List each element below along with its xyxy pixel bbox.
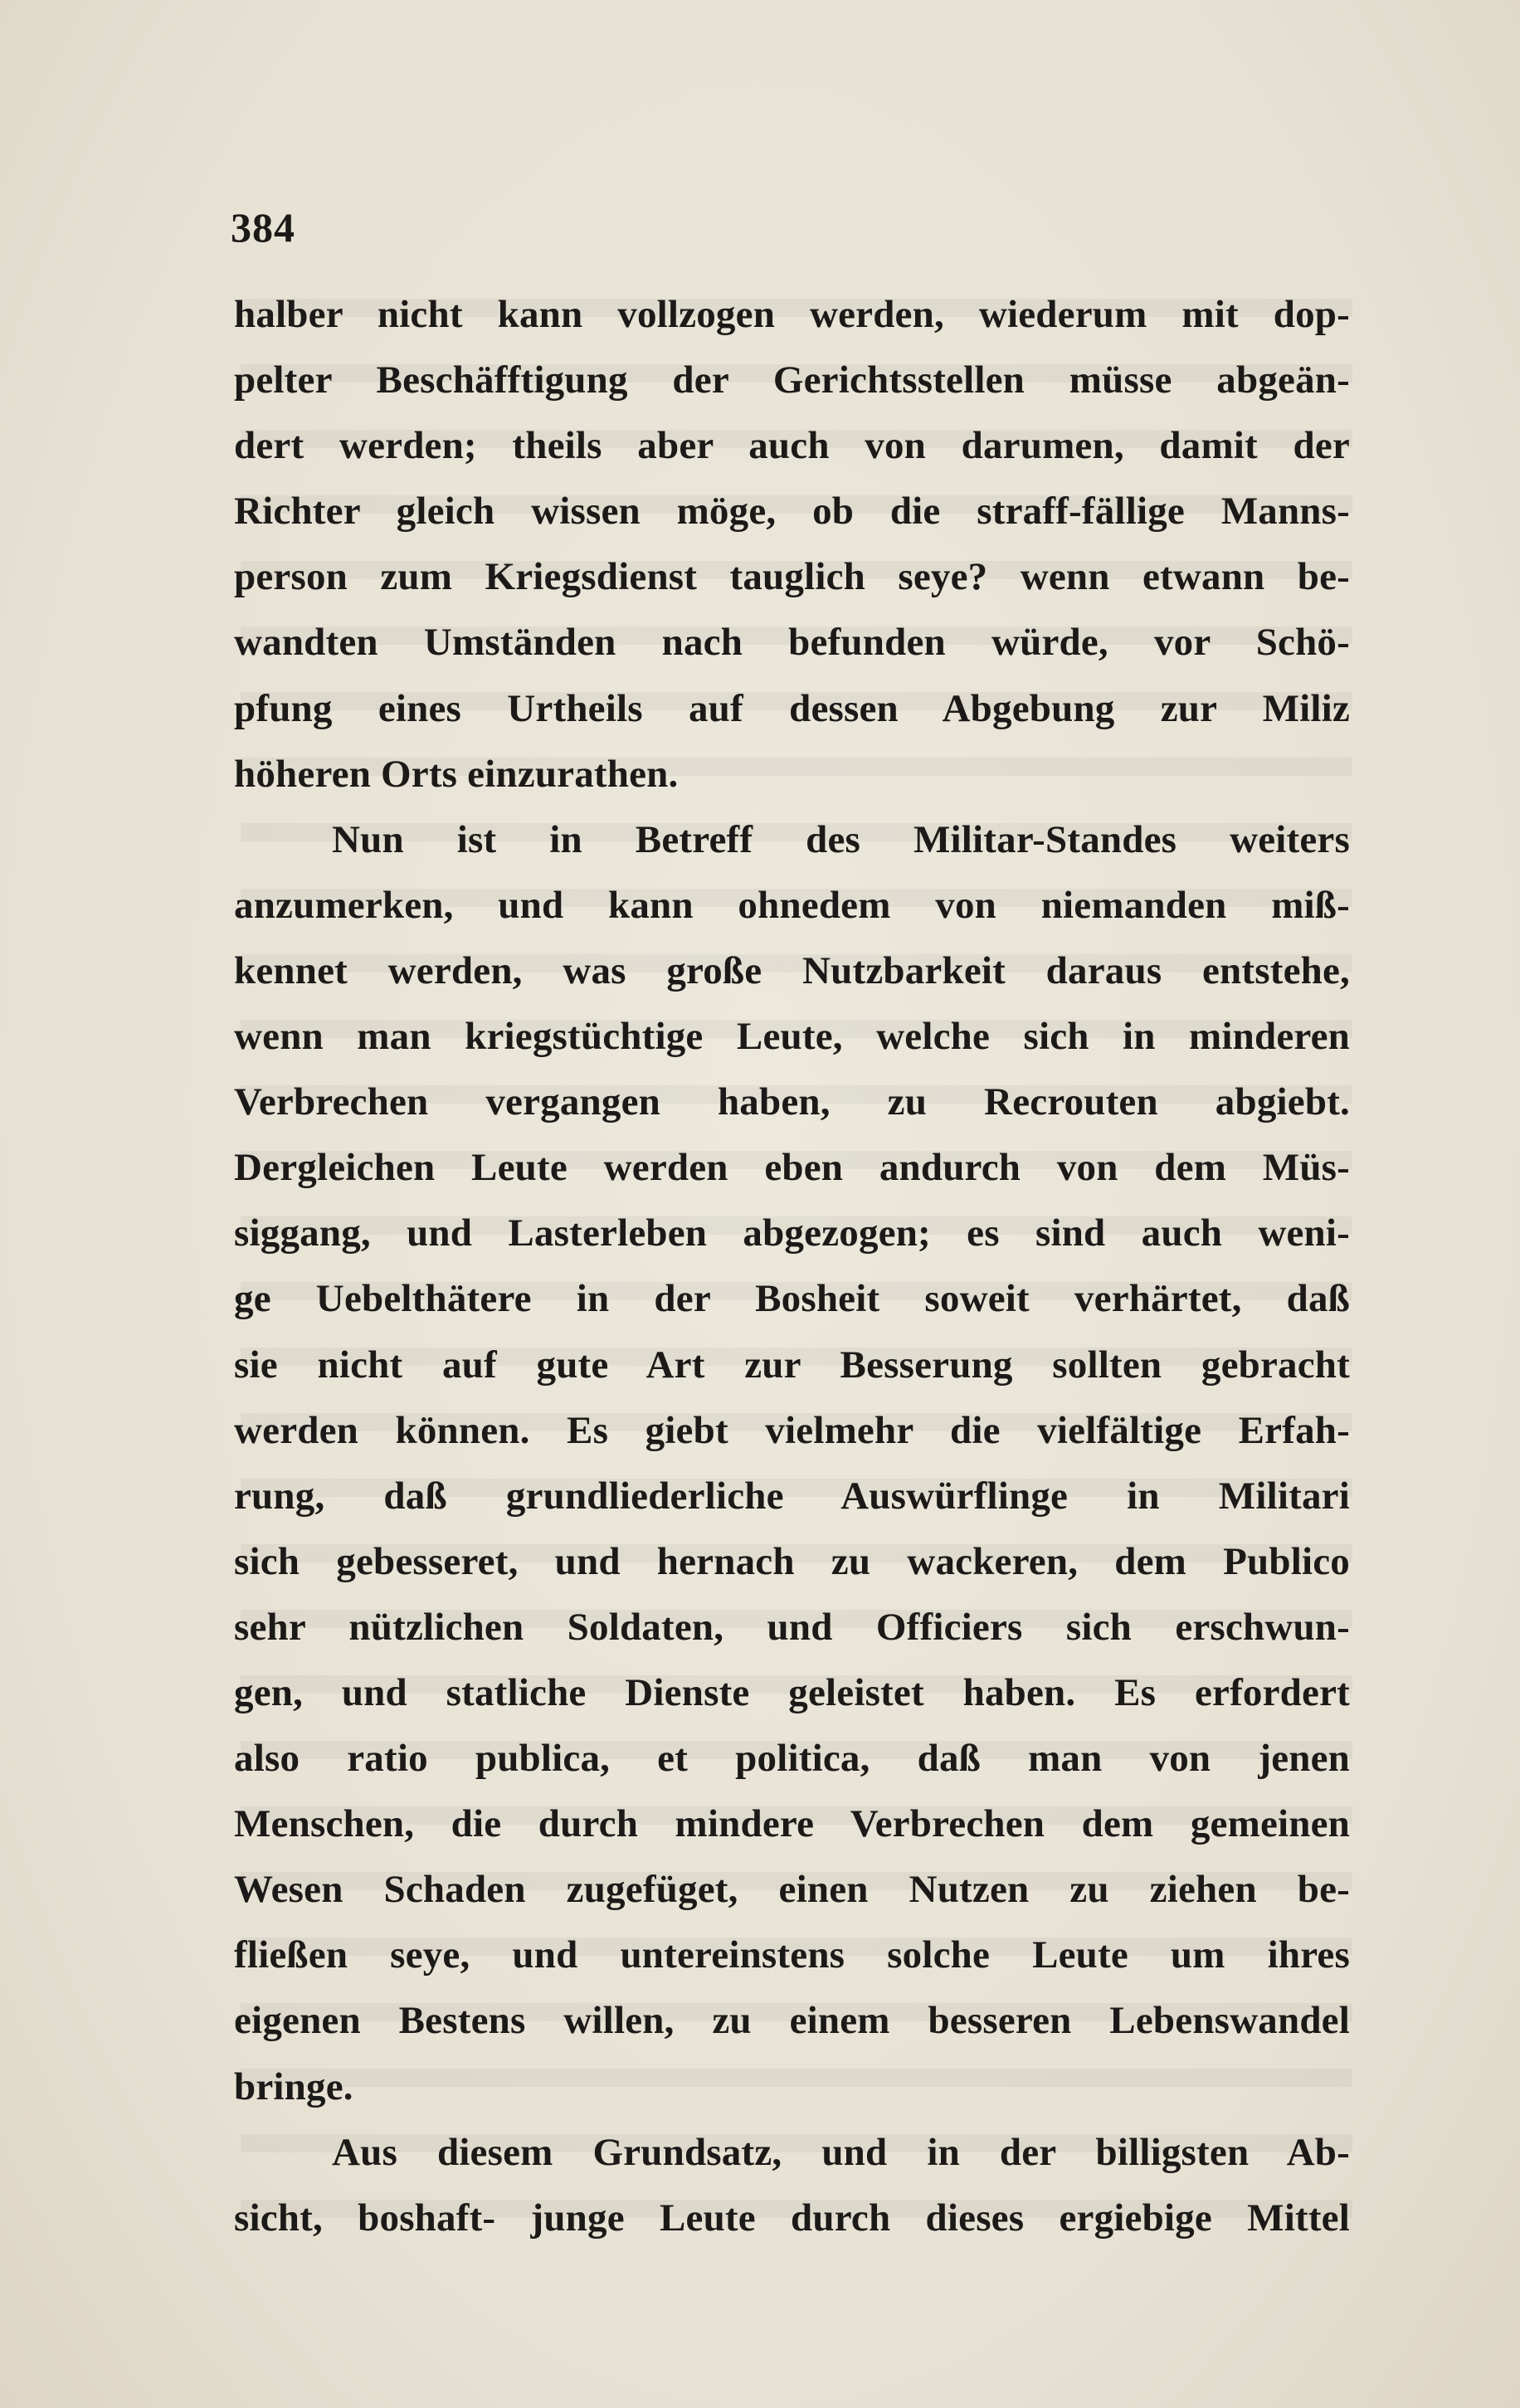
text-line: also ratio publica, et politica, daß man von jenen [234, 1737, 1350, 1781]
text-line: kennet werden, was große Nutzbarkeit daraus entstehe, [234, 948, 1350, 992]
paragraph-end-line: bringe. [234, 2064, 353, 2108]
text-line: eigenen Bestens willen, zu einem besseren Lebenswandel [234, 1999, 1350, 2043]
text-line: person zum Kriegsdienst tauglich seye? wenn etwann be- [234, 555, 1350, 599]
text-line: Verbrechen vergangen haben, zu Recrouten abgiebt. [234, 1080, 1350, 1124]
text-line: sie nicht auf gute Art zur Besserung sollten gebracht [234, 1343, 1350, 1387]
page-number: 384 [231, 204, 295, 251]
text-line: sehr nützlichen Soldaten, und Officiers sich erschwun- [234, 1605, 1350, 1649]
text-line: wandten Umständen nach befunden würde, vor Schö- [234, 621, 1350, 665]
text-line: dert werden; theils aber auch von darumen, damit der [234, 424, 1350, 468]
text-line: sich gebesseret, und hernach zu wackeren, dem Publico [234, 1539, 1350, 1583]
text-line: sicht, boshaft- junge Leute durch dieses ergiebige Mittel [234, 2196, 1350, 2240]
text-line: ge Uebelthätere in der Bosheit soweit verhärtet, daß [234, 1277, 1350, 1321]
text-line: Menschen, die durch mindere Verbrechen dem gemeinen [234, 1802, 1350, 1846]
text-line: anzumerken, und kann ohnedem von niemanden miß- [234, 883, 1350, 927]
paragraph-start-line: Nun ist in Betreff des Militar-Standes weiters [332, 817, 1350, 861]
text-line: gen, und statliche Dienste geleistet haben. Es erfordert [234, 1670, 1350, 1714]
paragraph-start-line: Aus diesem Grundsatz, und in der billigsten Ab- [332, 2130, 1350, 2174]
text-line: werden können. Es giebt vielmehr die vielfältige Erfah- [234, 1408, 1350, 1452]
text-line: pfung eines Urtheils auf dessen Abgebung zur Miliz [234, 686, 1350, 730]
text-line: Richter gleich wissen möge, ob die straff-fällige Manns- [234, 490, 1350, 534]
paragraph-end-line: höheren Orts einzurathen. [234, 752, 679, 796]
text-line: fließen seye, und untereinstens solche Leute um ihres [234, 1933, 1350, 1977]
text-line: halber nicht kann vollzogen werden, wiederum mit dop- [234, 293, 1350, 336]
body-text [234, 282, 1350, 2251]
text-line: Wesen Schaden zugefüget, einen Nutzen zu ziehen be- [234, 1868, 1350, 1912]
text-line: pelter Beschäfftigung der Gerichtsstellen müsse abgeän- [234, 358, 1350, 402]
text-line: siggang, und Lasterleben abgezogen; es sind auch weni- [234, 1211, 1350, 1255]
text-line: Dergleichen Leute werden eben andurch von dem Müs- [234, 1146, 1350, 1190]
text-line: rung, daß grundliederliche Auswürflinge in Militari [234, 1474, 1350, 1518]
text-line: wenn man kriegstüchtige Leute, welche sich in minderen [234, 1015, 1350, 1059]
